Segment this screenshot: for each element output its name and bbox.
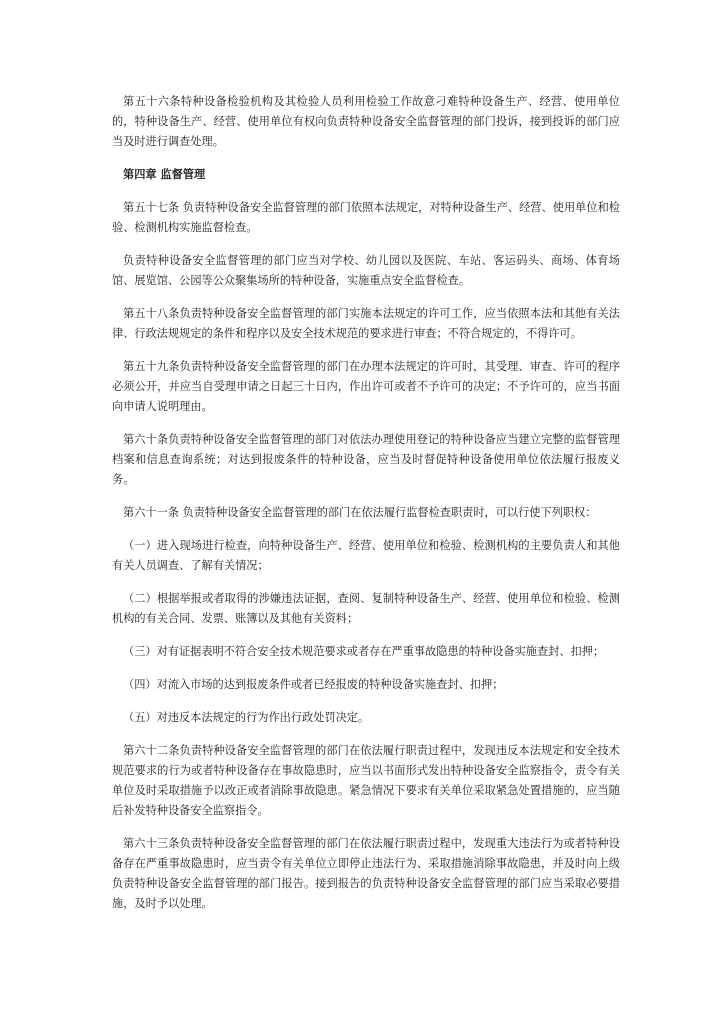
article-63-paragraph: 第六十三条负责特种设备安全监督管理的部门在依法履行职责过程中，发现重大违法行为或者特种设备存在严重事故隐患时，应当责令有关单位立即停止违法行为、采取措施消除事故隐患，并及时向上级负责特种设备安全监督管理的部门报告。接到报告的负责特种设备安全监督管理的部门应当采取必要措施，及时予以处理。 (112, 837, 620, 910)
article-62-paragraph: 第六十二条负责特种设备安全监督管理的部门在依法履行职责过程中，发现违反本法规定和安全技术规范要求的行为或者特种设备存在事故隐患时，应当以书面形式发出特种设备安全监察指令，责令有关单位及时采取措施予以改正或者消除事故隐患。紧急情况下要求有关单位采取紧急处置措施的，应当随后补发特种设备安全监察指令。 (112, 744, 620, 817)
article-59-paragraph: 第五十九条负责特种设备安全监督管理的部门在办理本法规定的许可时，其受理、审查、许可的程序必须公开，并应当自受理申请之日起三十日内，作出许可或者不予许可的决定；不予许可的，应当书面向申请人说明理由。 (112, 360, 620, 413)
article-61-item-5: （五）对违反本法规定的行为作出行政处罚决定。 (123, 711, 370, 724)
article-61-item-3: （三）对有证据表明不符合安全技术规范要求或者存在严重事故隐患的特种设备实施查封、扣押； (123, 645, 605, 658)
article-58-paragraph: 第五十八条负责特种设备安全监督管理的部门实施本法规定的许可工作，应当依照本法和其他有关法律、行政法规规定的条件和程序以及安全技术规范的要求进行审查；不符合规定的，不得许可。 (112, 307, 620, 340)
document-page (112, 92, 620, 927)
article-61-paragraph: 第六十一条 负责特种设备安全监督管理的部门在依法履行监督检查职责时，可以行使下列职权： (123, 506, 597, 519)
article-57-paragraph: 第五十七条 负责特种设备安全监督管理的部门依照本法规定，对特种设备生产、经营、使用单位和检验、检测机构实施监督检查。 (112, 201, 620, 234)
article-61-item-4: （四）对流入市场的达到报废条件或者已经报废的特种设备实施查封、扣押； (123, 678, 504, 691)
article-61-item-2: （二）根据举报或者取得的涉嫌违法证据，查阅、复制特种设备生产、经营、使用单位和检验、检测机构的有关合同、发票、账簿以及其他有关资料； (112, 592, 620, 625)
article-57-paragraph-2: 负责特种设备安全监督管理的部门应当对学校、幼儿园以及医院、车站、客运码头、商场、体育场馆、展览馆、公园等公众聚集场所的特种设备，实施重点安全监督检查。 (112, 254, 620, 287)
chapter-heading: 第四章 监督管理 (123, 168, 206, 181)
article-61-item-1: （一）进入现场进行检查，向特种设备生产、经营、使用单位和检验、检测机构的主要负责人和其他有关人员调查、了解有关情况； (112, 539, 620, 572)
article-56-paragraph: 第五十六条特种设备检验机构及其检验人员利用检验工作故意刁难特种设备生产、经营、使用单位的，特种设备生产、经营、使用单位有权向负责特种设备安全监督管理的部门投诉，接到投诉的部门应当及时进行调查处理。 (112, 95, 620, 148)
article-60-paragraph: 第六十条负责特种设备安全监督管理的部门对依法办理使用登记的特种设备应当建立完整的监督管理档案和信息查询系统；对达到报废条件的特种设备，应当及时督促特种设备使用单位依法履行报废义务。 (112, 433, 620, 486)
